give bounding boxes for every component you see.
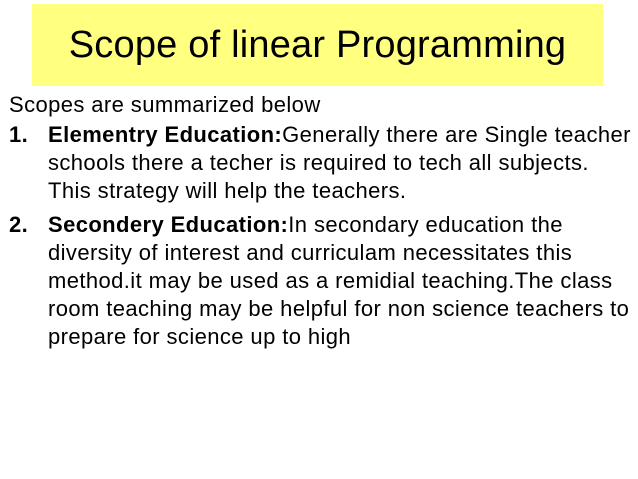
- item-text: Generally there are Single teacher schools there a techer is required to tech all subjects. This strategy will help the teachers.: [48, 122, 631, 203]
- title-banner: [32, 4, 603, 86]
- slide-title: Scope of linear Programming: [68, 23, 567, 66]
- scope-list: [9, 121, 634, 351]
- item-heading: Secondery Education:: [48, 212, 289, 237]
- item-body: [48, 211, 634, 351]
- intro-text: Scopes are summarized below: [9, 92, 321, 117]
- item-body: [48, 121, 634, 205]
- slide-body: [9, 91, 634, 357]
- list-item: [9, 121, 634, 205]
- item-heading: Elementry Education:: [48, 122, 283, 147]
- item-number: 1.: [9, 122, 29, 147]
- item-number: 2.: [9, 212, 29, 237]
- item-text: In secondary education the diversity of interest and curriculam necessitates this method.it may be used as a remidial teaching.The class room teaching may be helpful for non science teachers to prepare for science up to high: [48, 212, 630, 349]
- list-item: [9, 211, 634, 351]
